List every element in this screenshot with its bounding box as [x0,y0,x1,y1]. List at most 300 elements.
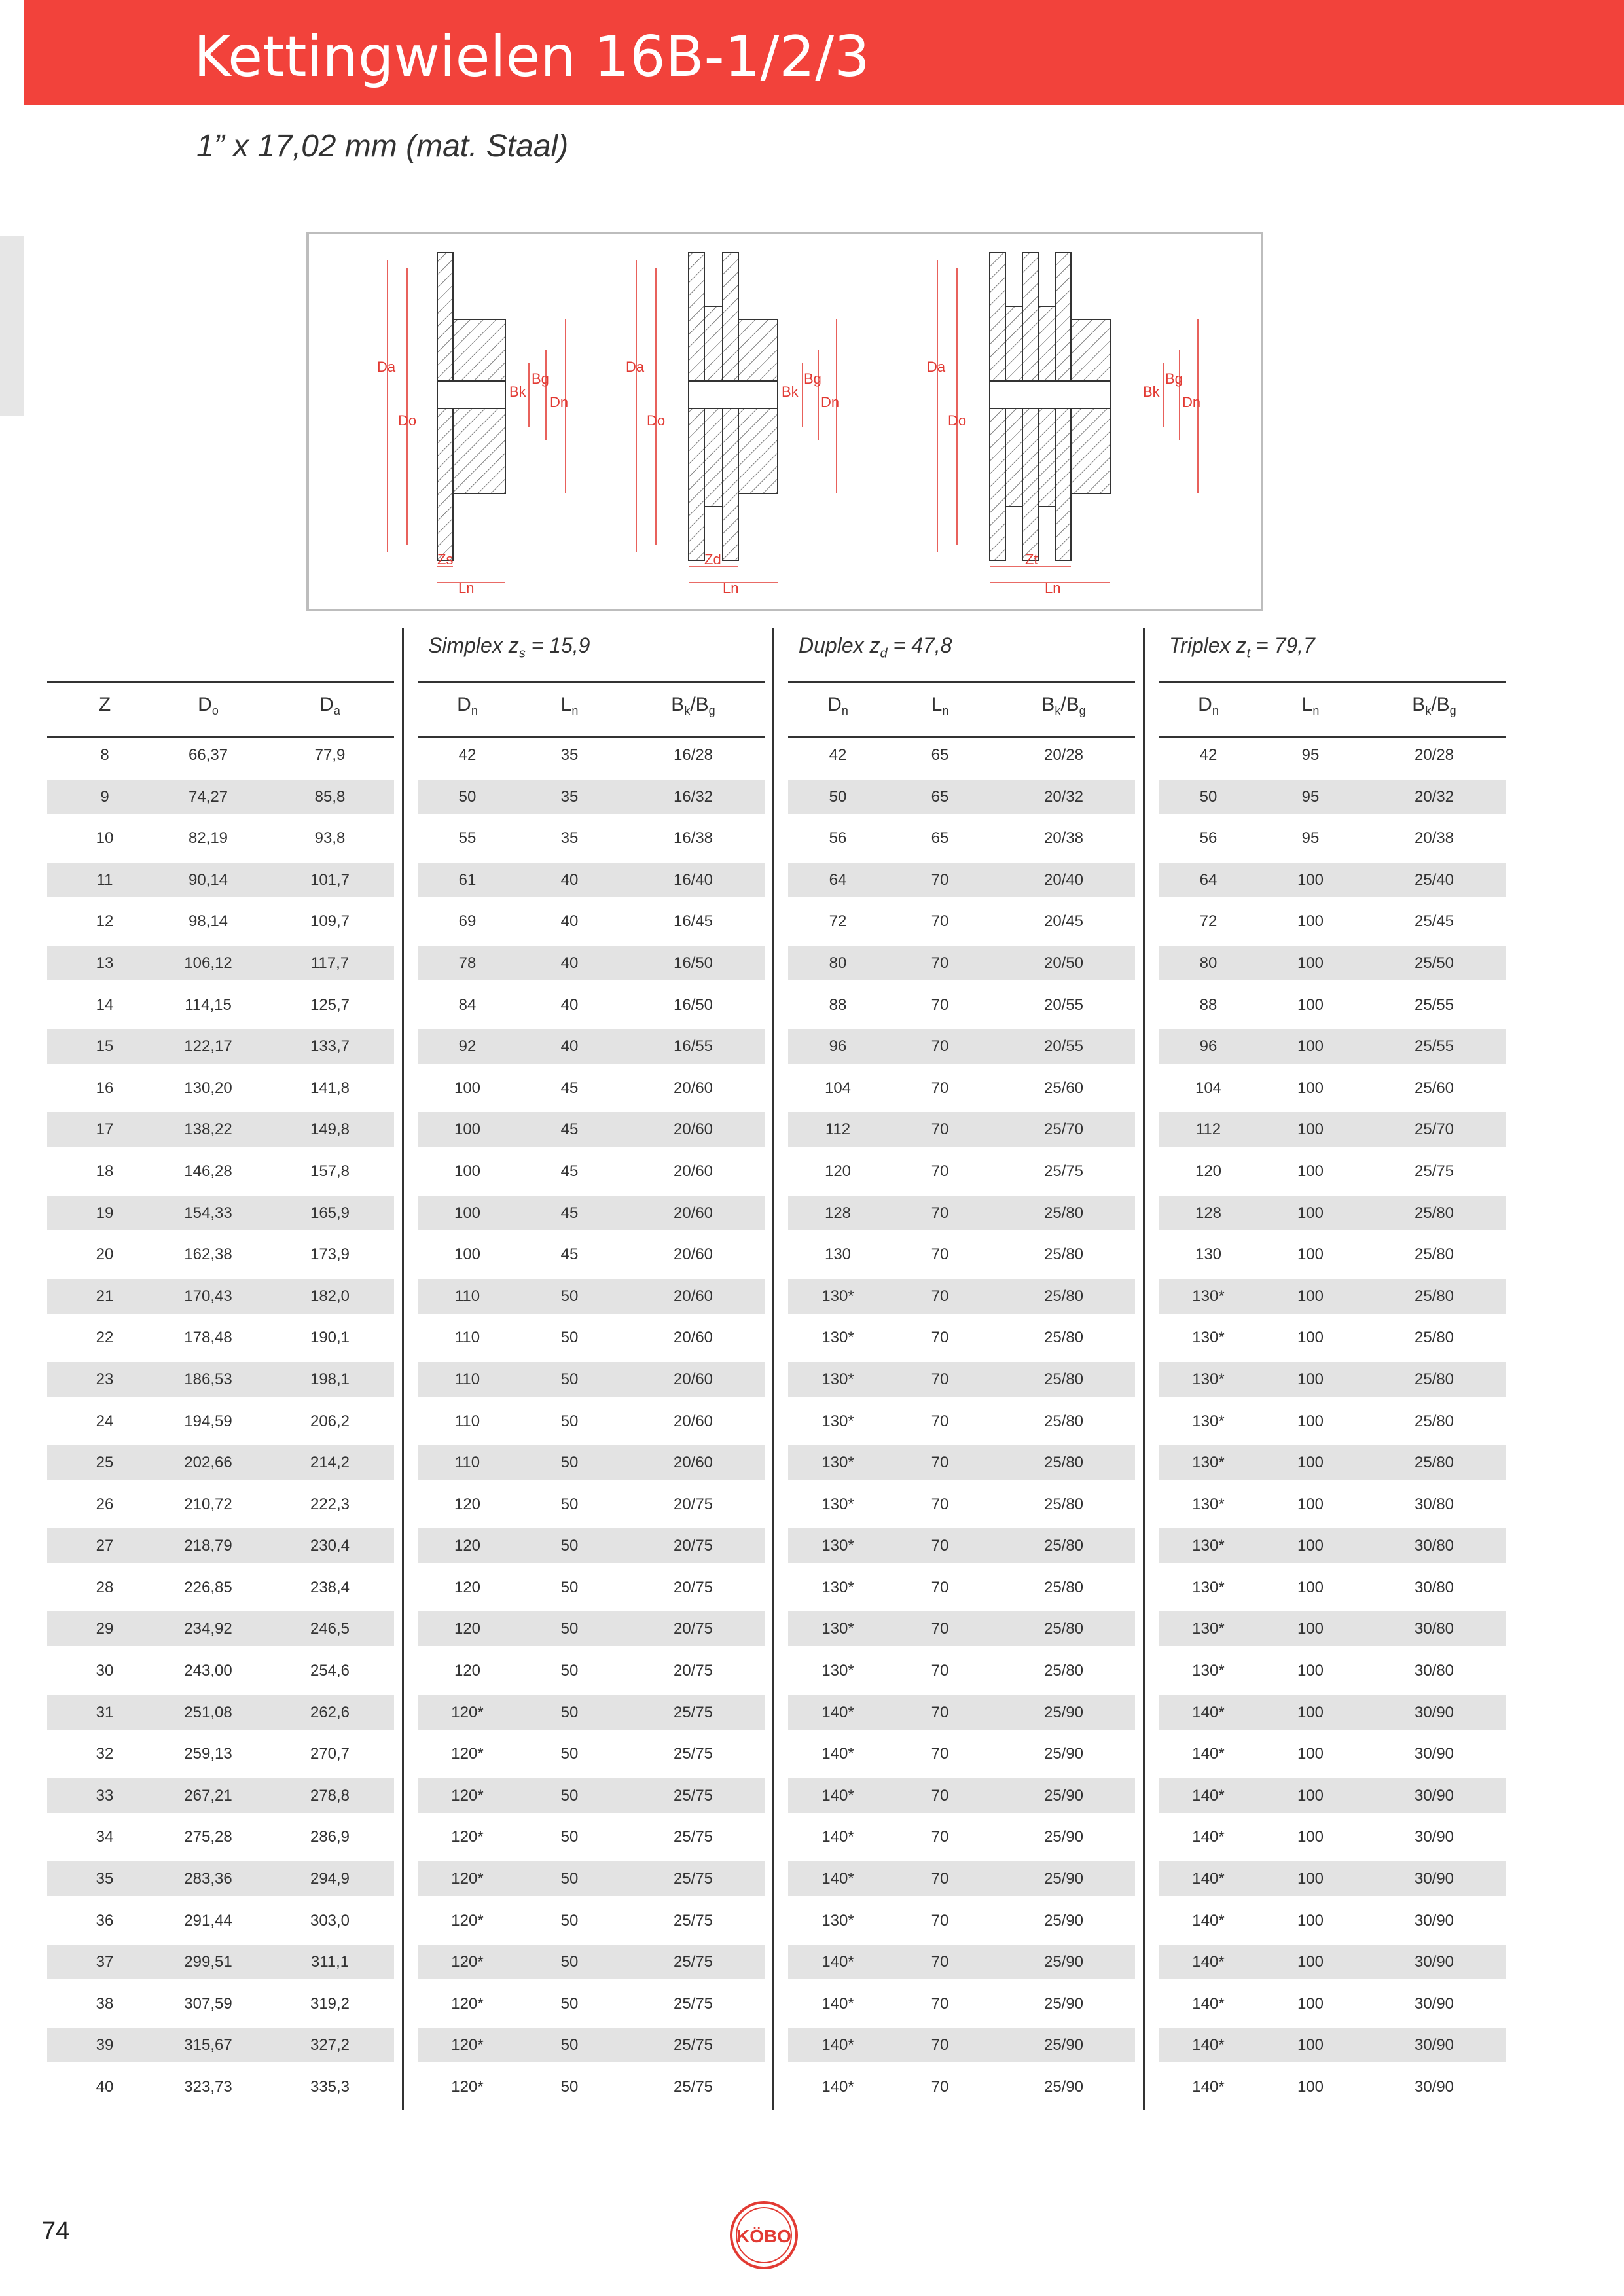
table-cell: 117,7 [310,954,350,972]
table-cell: 20/75 [673,1495,713,1513]
table-cell: 25/70 [1043,1121,1084,1139]
rule-top-triplex [1159,681,1506,683]
table-cell: 234,92 [184,1620,232,1638]
table-cell: 40 [96,2078,114,2096]
table-cell: 25/55 [1414,1037,1454,1056]
group-title-simplex: Simplex $z_s = 15,9$ [428,634,590,661]
table-cell: 112 [1195,1121,1221,1139]
table-cell: 11 [96,870,113,889]
table-cell: 37 [96,1953,114,1971]
table-cell: 120* [451,2036,484,2054]
table-cell: 190,1 [310,1329,350,1347]
table-cell: 25/90 [1043,2078,1084,2096]
rule-top-duplex [788,681,1135,683]
table-cell: 30/80 [1414,1495,1454,1513]
table-row [0,1276,1624,1318]
label-bg-triplex: Bg [1165,370,1183,387]
label-bk-duplex: Bk [782,384,799,400]
table-cell: 50 [560,1994,579,2013]
table-cell: 25/75 [1414,1162,1454,1180]
col-header-base-1: $D_o$ [198,694,219,717]
table-cell: 34 [96,1828,114,1846]
table-cell: 25/75 [673,1911,713,1929]
table-cell: 70 [931,1329,949,1347]
table-cell: 120* [451,1703,484,1721]
table-cell: 50 [560,1828,579,1846]
table-cell: 100 [1297,1786,1324,1804]
table-cell: 25/45 [1414,912,1454,931]
table-cell: 20/60 [673,1162,713,1180]
table-cell: 45 [560,1079,579,1097]
table-cell: 70 [931,1537,949,1555]
table-cell: 70 [931,1786,949,1804]
label-da-simplex: Da [377,359,396,375]
table-cell: 70 [931,1287,949,1305]
table-cell: 16/45 [673,912,713,931]
table-row [0,1692,1624,1734]
table-cell: 25/80 [1043,1620,1084,1638]
table-cell: 25/75 [673,2078,713,2096]
label-zt: Zt [1025,551,1038,567]
table-cell: 100 [1297,1204,1324,1222]
table-cell: 157,8 [310,1162,350,1180]
table-cell: 30/90 [1414,1828,1454,1846]
table-cell: 35 [96,1870,114,1888]
table-cell: 100 [454,1162,481,1180]
table-cell: 140* [1192,1786,1225,1804]
table-cell: 50 [560,1370,579,1388]
table-cell: 50 [560,1703,579,1721]
table-cell: 50 [560,1495,579,1513]
table-cell: 206,2 [310,1412,350,1430]
kobo-logo [728,2199,800,2271]
table-row [0,1941,1624,1983]
table-cell: 20/28 [1043,746,1084,764]
table-cell: 13 [96,954,114,972]
label-dn-duplex: Dn [821,394,840,410]
table-cell: 140* [1192,1911,1225,1929]
table-cell: 61 [458,870,477,889]
table-cell: 100 [454,1121,481,1139]
table-row [0,1858,1624,1900]
table-cell: 78 [458,954,477,972]
table-cell: 84 [458,996,477,1014]
table-cell: 25/75 [673,2036,713,2054]
rule-top-simplex [418,681,765,683]
table-cell: 25/80 [1043,1204,1084,1222]
table-cell: 100 [1297,2078,1324,2096]
table-cell: 16 [96,1079,114,1097]
table-cell: 25/90 [1043,1745,1084,1763]
table-cell: 120 [454,1620,481,1638]
table-cell: 20/40 [1043,870,1084,889]
table-row [0,901,1624,942]
table-cell: 70 [931,1620,949,1638]
label-dn-triplex: Dn [1182,394,1201,410]
table-row [0,1151,1624,1193]
table-cell: 20/55 [1043,1037,1084,1056]
table-cell: 20/28 [1414,746,1454,764]
table-cell: 72 [829,912,847,931]
table-cell: 120* [451,1953,484,1971]
table-cell: 120* [451,1745,484,1763]
table-cell: 130* [821,1662,854,1680]
col-header-base-0: Z [98,694,111,715]
table-cell: 50 [560,1412,579,1430]
table-cell: 130* [821,1578,854,1596]
table-cell: 140* [821,2036,854,2054]
table-cell: 149,8 [310,1121,350,1139]
label-do-triplex: Do [948,412,967,429]
table-cell: 56 [1199,829,1218,848]
table-row [0,1567,1624,1609]
table-cell: 140* [1192,1953,1225,1971]
table-cell: 25/75 [673,1953,713,1971]
table-cell: 138,22 [184,1121,232,1139]
table-row [0,1983,1624,2025]
table-cell: 20/60 [673,1370,713,1388]
table-cell: 9 [100,787,109,806]
table-cell: 25/75 [1043,1162,1084,1180]
table-cell: 286,9 [310,1828,350,1846]
table-cell: 128 [1195,1204,1222,1222]
table-cell: 40 [560,954,579,972]
table-cell: 70 [931,1703,949,1721]
table-cell: 130* [1192,1454,1225,1472]
table-cell: 25/80 [1043,1578,1084,1596]
table-cell: 226,85 [184,1578,232,1596]
table-cell: 25/90 [1043,1953,1084,1971]
table-cell: 100 [1297,996,1324,1014]
table-cell: 130* [821,1537,854,1555]
rule-top-base [47,681,394,683]
table-cell: 88 [1199,996,1218,1014]
label-bk-simplex: Bk [509,384,526,400]
table-cell: 140* [1192,2078,1225,2096]
table-cell: 20/60 [673,1204,713,1222]
table-cell: 20 [96,1246,114,1264]
table-cell: 251,08 [184,1703,232,1721]
table-cell: 50 [560,1662,579,1680]
col-header-simplex-4: $L_n$ [560,694,579,717]
table-cell: 50 [560,1786,579,1804]
table-cell: 323,73 [184,2078,232,2096]
table-cell: 50 [560,1329,579,1347]
table-cell: 100 [1297,1911,1324,1929]
table-row [0,1442,1624,1484]
table-cell: 154,33 [184,1204,232,1222]
table-cell: 100 [1297,1703,1324,1721]
table-cell: 80 [829,954,847,972]
table-cell: 70 [931,1953,949,1971]
table-cell: 109,7 [310,912,350,931]
table-cell: 72 [1199,912,1218,931]
table-cell: 50 [560,1870,579,1888]
table-cell: 327,2 [310,2036,350,2054]
table-cell: 20/32 [1043,787,1084,806]
col-header-simplex-5: $B_k/B_g$ [671,694,715,717]
table-cell: 100 [1297,1162,1324,1180]
table-row [0,984,1624,1026]
table-row [0,1650,1624,1692]
table-cell: 40 [560,870,579,889]
table-cell: 50 [1199,787,1218,806]
table-row [0,1733,1624,1775]
table-cell: 25/80 [1043,1287,1084,1305]
table-cell: 70 [931,1662,949,1680]
table-cell: 25/75 [673,1745,713,1763]
table-cell: 32 [96,1745,114,1763]
table-cell: 120* [451,1911,484,1929]
table-cell: 42 [1199,746,1218,764]
table-cell: 120* [451,1994,484,2013]
table-cell: 100 [1297,1246,1324,1264]
table-cell: 19 [96,1204,114,1222]
table-row [0,1816,1624,1858]
label-bg-duplex: Bg [804,370,821,387]
table-cell: 38 [96,1994,114,2013]
table-row [0,1193,1624,1234]
table-cell: 130* [821,1287,854,1305]
table-cell: 40 [560,996,579,1014]
table-cell: 40 [560,912,579,931]
table-cell: 70 [931,1121,949,1139]
table-cell: 45 [560,1204,579,1222]
table-cell: 130* [1192,1620,1225,1638]
table-cell: 198,1 [310,1370,350,1388]
table-cell: 246,5 [310,1620,350,1638]
table-cell: 25/80 [1414,1204,1454,1222]
table-cell: 101,7 [310,870,350,889]
table-cell: 30/90 [1414,1745,1454,1763]
table-cell: 100 [1297,912,1324,931]
table-cell: 194,59 [184,1412,232,1430]
table-cell: 303,0 [310,1911,350,1929]
table-cell: 100 [1297,1370,1324,1388]
table-cell: 70 [931,1037,949,1056]
table-cell: 130* [821,1620,854,1638]
table-cell: 130* [821,1454,854,1472]
table-cell: 120 [454,1537,481,1555]
table-cell: 27 [96,1537,114,1555]
table-cell: 130* [821,1911,854,1929]
table-cell: 100 [1297,1537,1324,1555]
col-header-triplex-11: $B_k/B_g$ [1412,694,1456,717]
table-cell: 95 [1301,829,1320,848]
table-cell: 140* [821,1828,854,1846]
table-cell: 140* [1192,1703,1225,1721]
table-cell: 25/80 [1043,1370,1084,1388]
table-cell: 140* [1192,1745,1225,1763]
table-cell: 20/50 [1043,954,1084,972]
table-cell: 36 [96,1911,114,1929]
table-cell: 20/45 [1043,912,1084,931]
table-cell: 50 [560,1911,579,1929]
table-cell: 120 [454,1495,481,1513]
table-cell: 26 [96,1495,114,1513]
page-title: Kettingwielen 16B-1/2/3 [194,24,870,90]
table-cell: 30/90 [1414,1911,1454,1929]
table-cell: 130* [821,1412,854,1430]
table-cell: 122,17 [184,1037,232,1056]
table-cell: 50 [458,787,477,806]
table-cell: 20/55 [1043,996,1084,1014]
table-cell: 20/60 [673,1121,713,1139]
table-cell: 50 [560,1953,579,1971]
table-cell: 30 [96,1662,114,1680]
table-cell: 25/90 [1043,1994,1084,2013]
table-cell: 100 [1297,1495,1324,1513]
table-cell: 20/75 [673,1537,713,1555]
table-cell: 30/90 [1414,1703,1454,1721]
table-row [0,1775,1624,1817]
table-cell: 70 [931,2036,949,2054]
table-cell: 35 [560,746,579,764]
table-cell: 95 [1301,787,1320,806]
table-cell: 112 [825,1121,851,1139]
side-tab [0,236,24,416]
table-cell: 140* [821,1745,854,1763]
table-cell: 28 [96,1578,114,1596]
table-row [0,1525,1624,1567]
table-cell: 12 [96,912,114,931]
table-cell: 25/90 [1043,1828,1084,1846]
sprocket-diagram [306,232,1263,611]
table-row [0,1608,1624,1650]
table-cell: 31 [96,1703,114,1721]
table-cell: 130* [1192,1537,1225,1555]
table-cell: 100 [1297,1620,1324,1638]
table-cell: 182,0 [310,1287,350,1305]
sprocket-drawing [309,234,1261,609]
page-number: 74 [42,2217,70,2245]
table-cell: 20/60 [673,1246,713,1264]
table-row [0,2024,1624,2066]
table-cell: 70 [931,1495,949,1513]
table-cell: 30/90 [1414,2078,1454,2096]
table-cell: 65 [931,829,949,848]
table-cell: 20/75 [673,1662,713,1680]
table-cell: 307,59 [184,1994,232,2013]
table-cell: 25/90 [1043,1911,1084,1929]
header-bar [24,0,1624,105]
table-cell: 16/28 [673,746,713,764]
table-cell: 64 [1199,870,1218,889]
table-cell: 25/90 [1043,1786,1084,1804]
table-cell: 120 [824,1162,852,1180]
logo-text: KÖBO [736,2226,791,2246]
table-cell: 100 [1297,1870,1324,1888]
table-row [0,1359,1624,1401]
table-cell: 80 [1199,954,1218,972]
table-cell: 120 [1195,1162,1222,1180]
group-title-triplex: Triplex $z_t = 79,7$ [1169,634,1315,661]
table-cell: 294,9 [310,1870,350,1888]
table-row [0,734,1624,776]
table-cell: 15 [96,1037,114,1056]
table-cell: 29 [96,1620,114,1638]
table-cell: 20/38 [1414,829,1454,848]
label-dn-simplex: Dn [550,394,569,410]
table-cell: 110 [454,1287,480,1305]
table-cell: 130* [821,1329,854,1347]
table-cell: 88 [829,996,847,1014]
col-header-duplex-8: $B_k/B_g$ [1041,694,1086,717]
table-cell: 100 [1297,870,1324,889]
table-cell: 100 [1297,1745,1324,1763]
table-cell: 69 [458,912,477,931]
table-cell: 120* [451,2078,484,2096]
table-cell: 30/80 [1414,1578,1454,1596]
table-cell: 22 [96,1329,114,1347]
table-cell: 70 [931,954,949,972]
table-cell: 16/40 [673,870,713,889]
table-cell: 165,9 [310,1204,350,1222]
table-cell: 42 [829,746,847,764]
table-cell: 70 [931,996,949,1014]
table-cell: 70 [931,1828,949,1846]
table-cell: 42 [458,746,477,764]
table-cell: 230,4 [310,1537,350,1555]
table-cell: 56 [829,829,847,848]
table-cell: 20/38 [1043,829,1084,848]
table-row [0,1317,1624,1359]
table-cell: 243,00 [184,1662,232,1680]
table-cell: 25/80 [1043,1537,1084,1555]
table-cell: 25/55 [1414,996,1454,1014]
table-cell: 275,28 [184,1828,232,1846]
table-cell: 70 [931,912,949,931]
table-cell: 25/40 [1414,870,1454,889]
table-cell: 16/38 [673,829,713,848]
page-subtitle: 1” x 17,02 mm (mat. Staal) [196,129,569,164]
table-cell: 90,14 [188,870,228,889]
table-cell: 25/75 [673,1870,713,1888]
table-cell: 20/60 [673,1412,713,1430]
table-cell: 70 [931,1870,949,1888]
table-cell: 25/80 [1414,1370,1454,1388]
table-cell: 25/80 [1043,1662,1084,1680]
col-header-triplex-9: $D_n$ [1198,694,1219,717]
table-cell: 222,3 [310,1495,350,1513]
table-cell: 16/50 [673,996,713,1014]
table-cell: 130* [1192,1578,1225,1596]
table-cell: 21 [96,1287,114,1305]
table-cell: 186,53 [184,1370,232,1388]
table-cell: 130* [1192,1662,1225,1680]
table-cell: 70 [931,2078,949,2096]
table-cell: 70 [931,1911,949,1929]
table-row [0,859,1624,901]
table-cell: 262,6 [310,1703,350,1721]
table-cell: 95 [1301,746,1320,764]
table-cell: 77,9 [314,746,346,764]
table-cell: 315,67 [184,2036,232,2054]
table-cell: 16/50 [673,954,713,972]
table-cell: 141,8 [310,1079,350,1097]
table-cell: 20/60 [673,1329,713,1347]
sprocket-table [0,734,1624,2108]
table-cell: 50 [560,1578,579,1596]
table-cell: 128 [824,1204,852,1222]
col-header-triplex-10: $L_n$ [1301,694,1320,717]
table-cell: 100 [1297,1079,1324,1097]
table-cell: 30/90 [1414,1870,1454,1888]
col-header-duplex-6: $D_n$ [827,694,848,717]
table-cell: 130 [824,1246,852,1264]
table-cell: 70 [931,870,949,889]
table-row [0,1484,1624,1526]
